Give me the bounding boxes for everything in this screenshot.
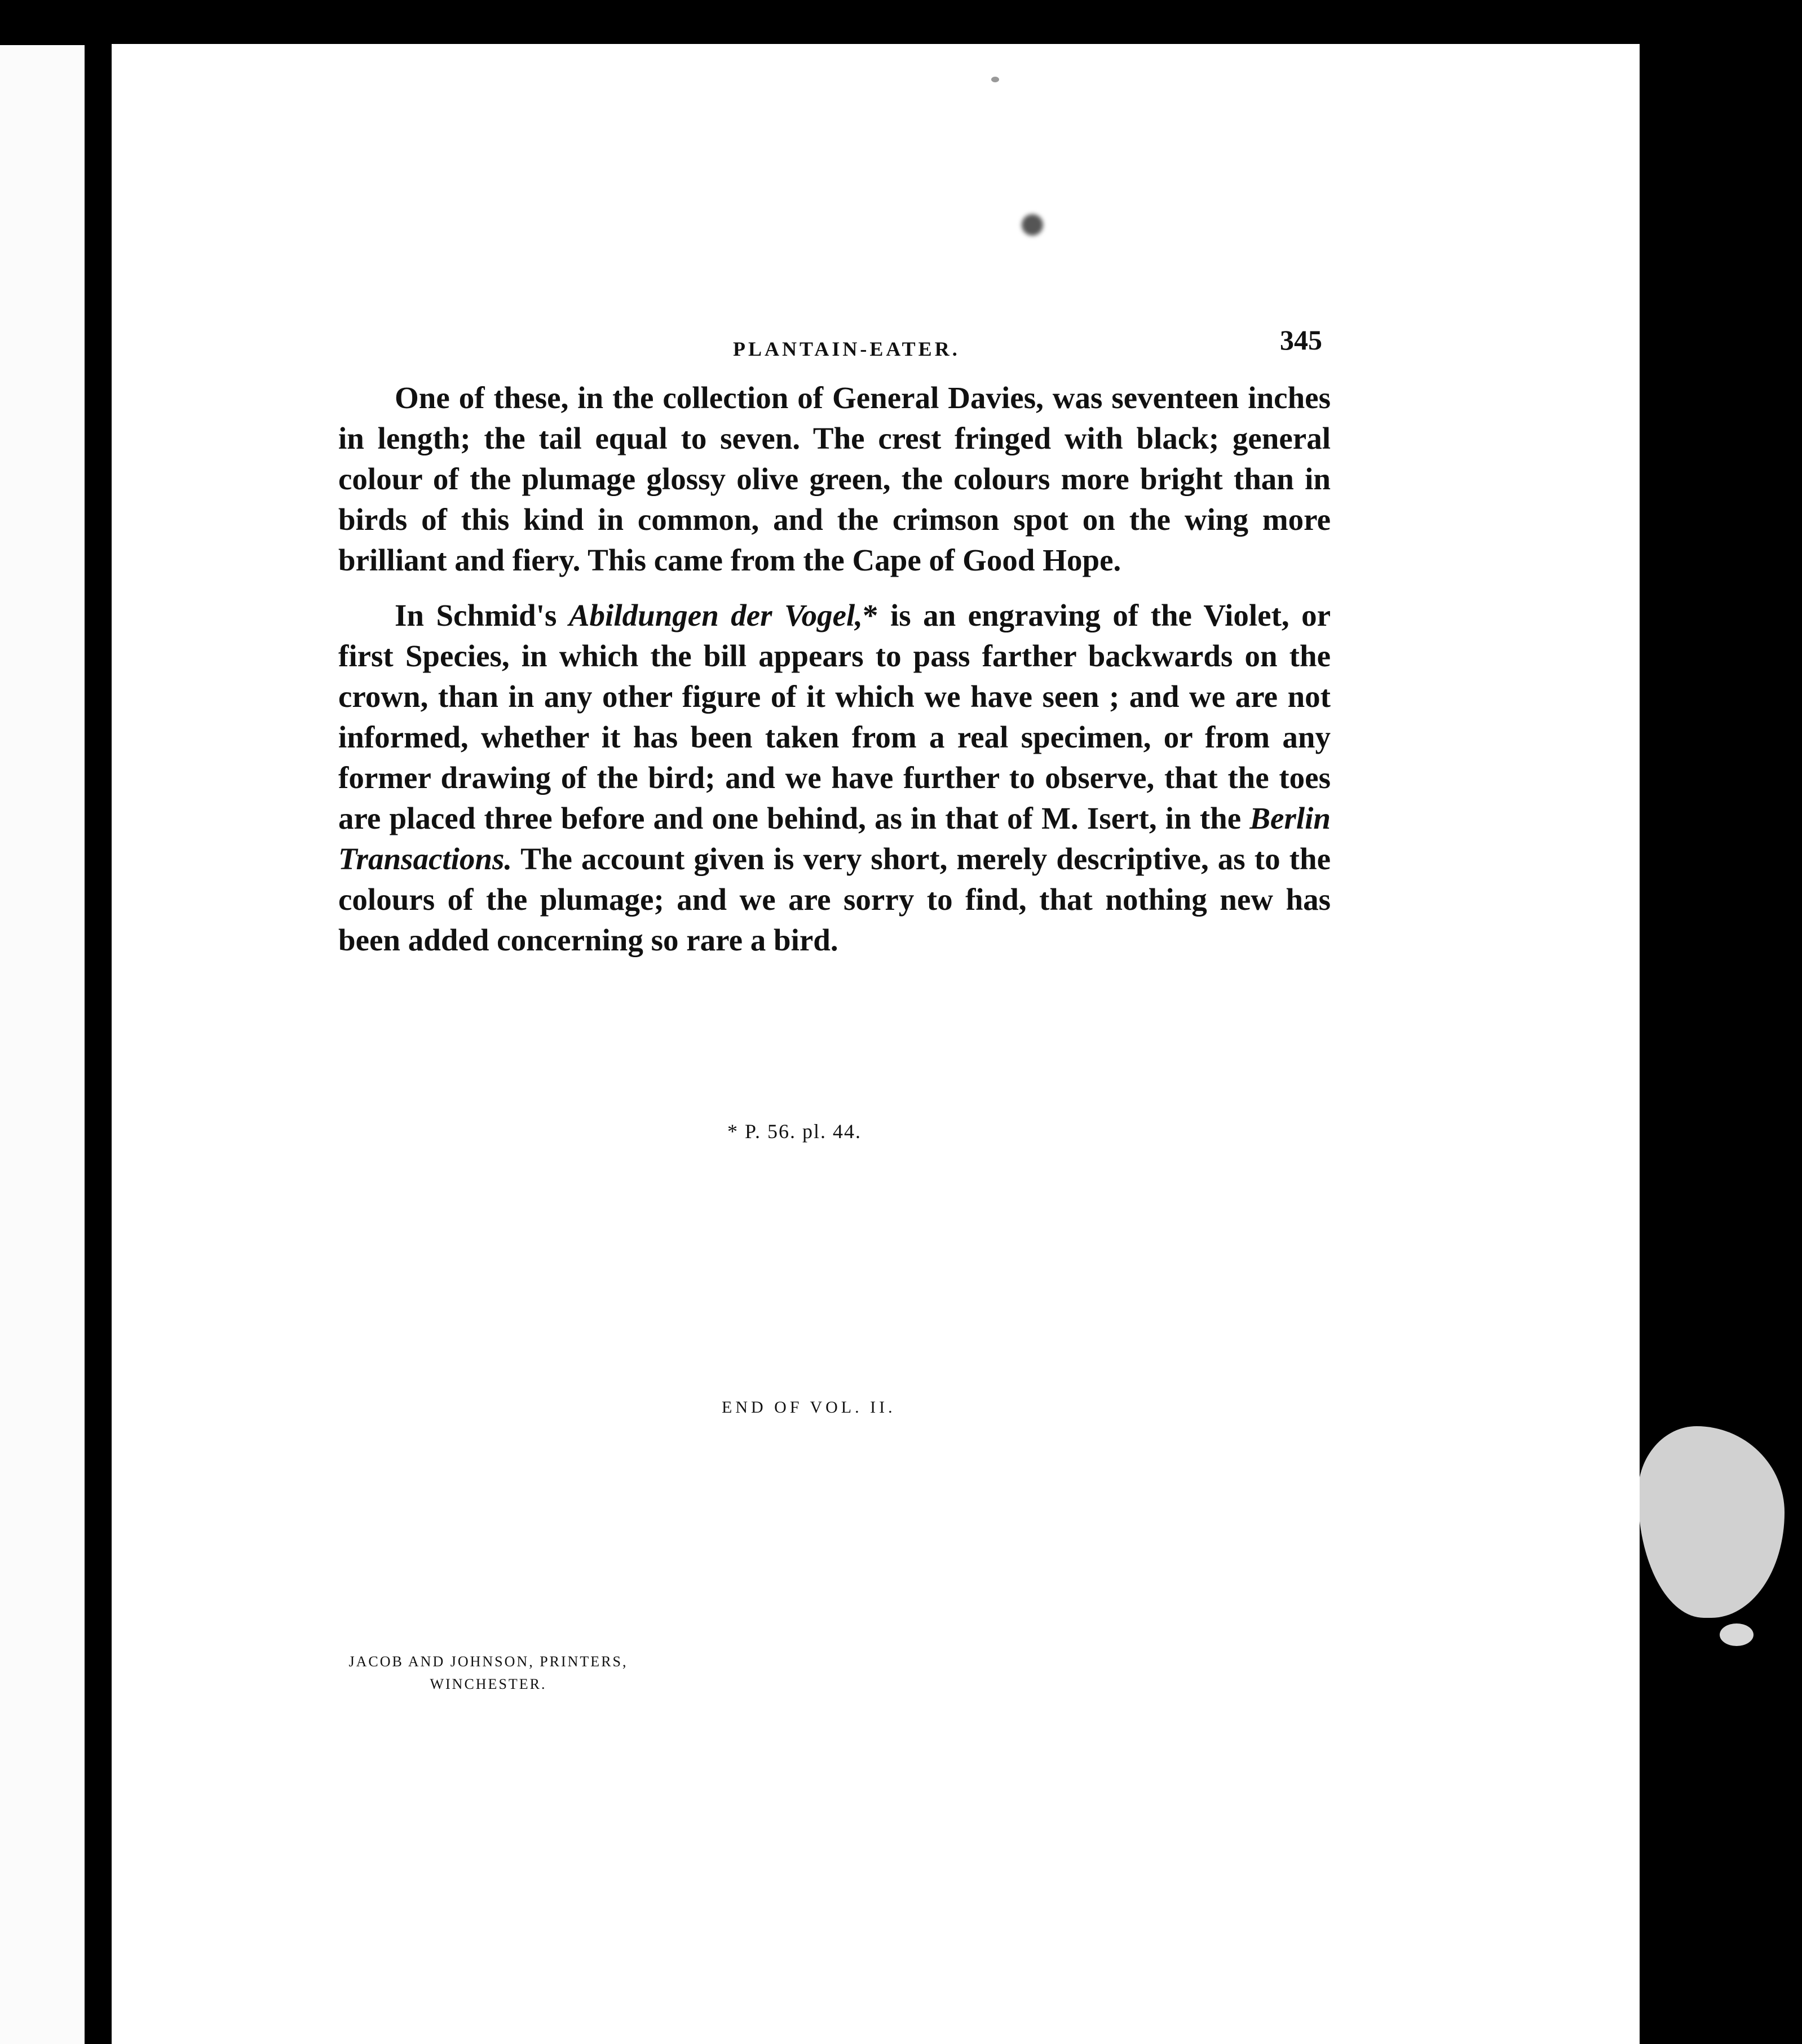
text-run: * is an engraving of the Violet, or first Species, in which the bill appears to pass farther backwards on the crown, than in any other figure of it which we have seen ; and we are not informed, whether it has been taken from a real specimen, or from any former drawing of the bird; and we have further to observe, that the toes are placed three before and one behind, as in that of M. Isert, in the <box>338 598 1331 835</box>
page-number: 345 <box>1280 324 1322 356</box>
left-page-edge <box>0 45 85 2044</box>
running-head: PLANTAIN-EATER. <box>733 338 960 360</box>
speck-mark <box>991 77 999 82</box>
body-paragraph <box>338 595 1331 961</box>
footnote: * P. 56. pl. 44. <box>727 1120 862 1143</box>
body-text <box>338 378 1331 961</box>
printer-imprint-line: WINCHESTER. <box>430 1676 547 1692</box>
ink-blot <box>1022 214 1043 236</box>
text-run: In Schmid's <box>395 598 569 632</box>
paper-damage-mark <box>1638 1426 1785 1618</box>
end-of-volume-note: END OF VOL. II. <box>722 1398 896 1417</box>
book-gutter <box>85 45 112 2044</box>
body-paragraph <box>338 378 1331 581</box>
printer-imprint <box>347 1651 629 1696</box>
italic-title: Abildungen der Vogel, <box>568 598 863 632</box>
text-run: One of these, in the collection of General Davies, was seventeen inches in length; the tail equal to seven. The crest fringed with black; general colour of the plumage glossy olive green, the colours more bright than in birds of this kind in common, and the crimson spot on the wing more brilliant and fiery. This came from the Cape of Good Hope. <box>338 381 1331 577</box>
text-run: The account given is very short, merely descriptive, as to the colours of the plumage; and we are sorry to find, that nothing new has been added concerning so rare a bird. <box>338 842 1331 957</box>
paper-damage-mark <box>1720 1623 1754 1646</box>
printer-imprint-line: JACOB AND JOHNSON, PRINTERS, <box>348 1653 628 1670</box>
italic-title: Berlin Transactions. <box>338 801 1331 876</box>
